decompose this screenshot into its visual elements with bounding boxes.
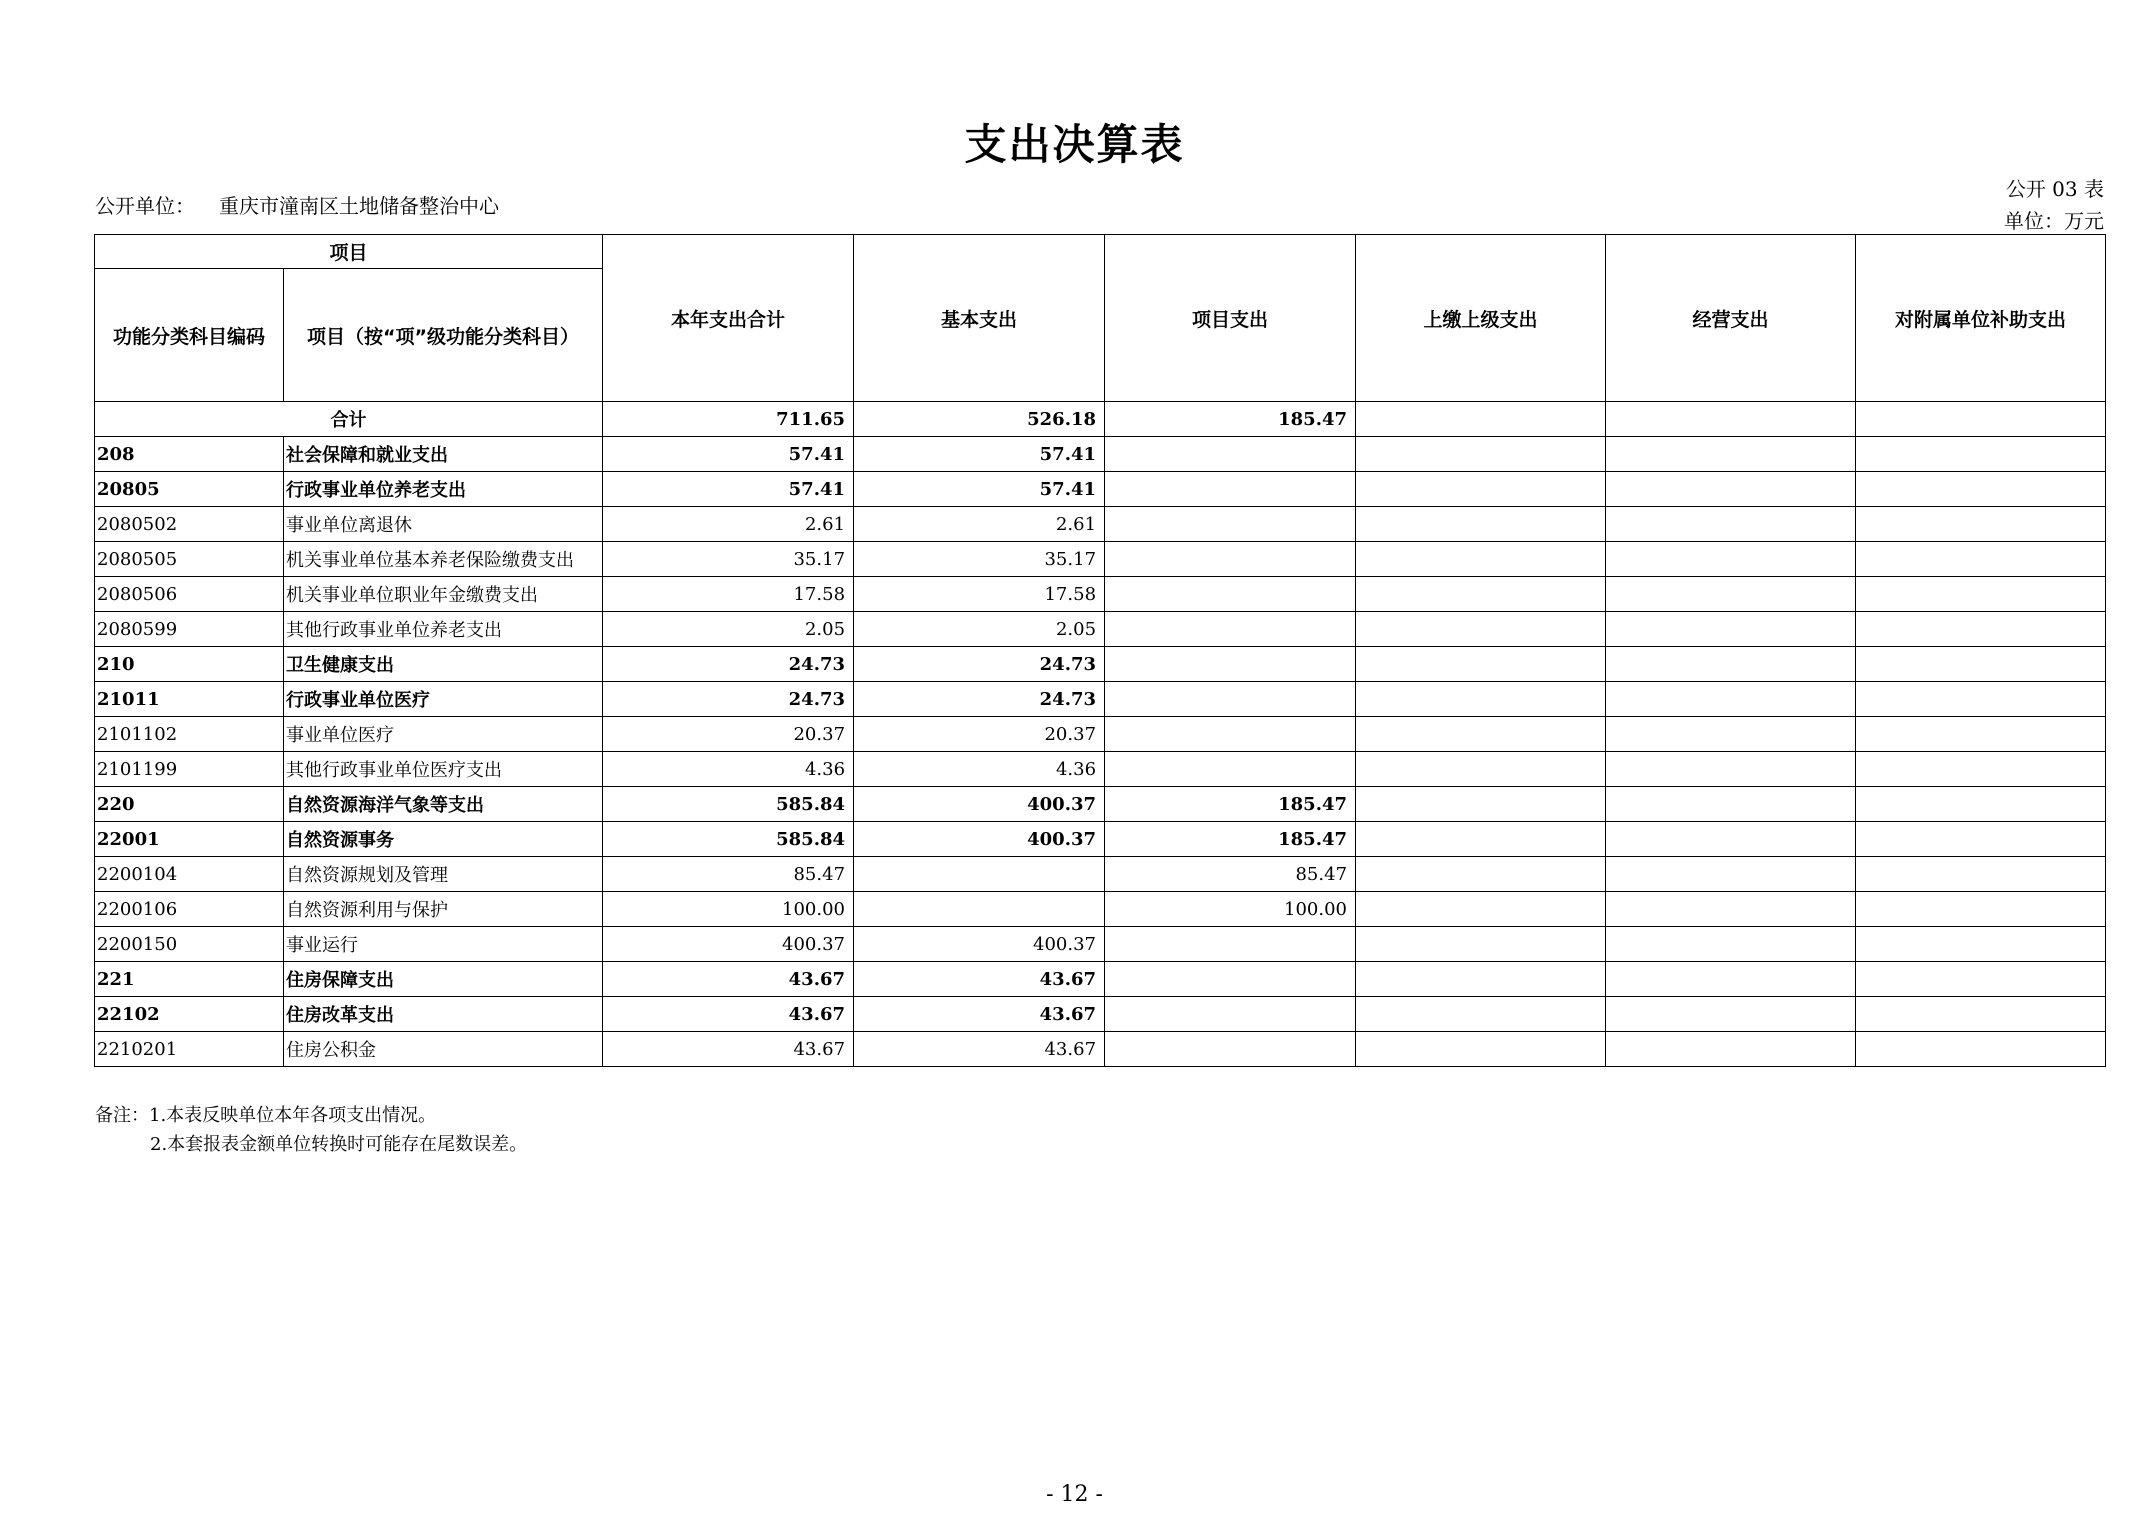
row-upper bbox=[1356, 612, 1606, 647]
row-upper bbox=[1356, 437, 1606, 472]
row-total: 35.17 bbox=[603, 542, 854, 577]
row-business bbox=[1606, 1032, 1856, 1067]
row-project bbox=[1105, 472, 1356, 507]
table-row bbox=[95, 507, 2106, 542]
table-row bbox=[95, 752, 2106, 787]
row-basic: 400.37 bbox=[854, 787, 1105, 822]
row-project: 185.47 bbox=[1105, 787, 1356, 822]
row-total: 43.67 bbox=[603, 997, 854, 1032]
row-business bbox=[1606, 892, 1856, 927]
row-business bbox=[1606, 822, 1856, 857]
row-business bbox=[1606, 752, 1856, 787]
row-code: 22102 bbox=[95, 997, 284, 1032]
header-basic: 基本支出 bbox=[854, 235, 1105, 402]
row-upper bbox=[1356, 857, 1606, 892]
row-upper bbox=[1356, 962, 1606, 997]
row-project bbox=[1105, 542, 1356, 577]
note-2: 2.本套报表金额单位转换时可能存在尾数误差。 bbox=[150, 1134, 528, 1155]
table-row bbox=[95, 787, 2106, 822]
table-row bbox=[95, 647, 2106, 682]
row-subsidy bbox=[1856, 962, 2106, 997]
row-basic: 2.05 bbox=[854, 612, 1105, 647]
row-basic: 24.73 bbox=[854, 682, 1105, 717]
row-project bbox=[1105, 577, 1356, 612]
money-unit: 单位：万元 bbox=[2004, 209, 2104, 233]
table-row bbox=[95, 542, 2106, 577]
header-total: 本年支出合计 bbox=[603, 235, 854, 402]
row-name: 事业单位医疗 bbox=[284, 717, 603, 752]
row-business bbox=[1606, 857, 1856, 892]
row-upper bbox=[1356, 787, 1606, 822]
row-basic: 400.37 bbox=[854, 927, 1105, 962]
row-upper bbox=[1356, 472, 1606, 507]
total-label: 合计 bbox=[95, 402, 603, 437]
row-project bbox=[1105, 752, 1356, 787]
row-total: 17.58 bbox=[603, 577, 854, 612]
row-name: 事业单位离退休 bbox=[284, 507, 603, 542]
row-total: 400.37 bbox=[603, 927, 854, 962]
row-project bbox=[1105, 997, 1356, 1032]
table-row bbox=[95, 857, 2106, 892]
row-code: 2080502 bbox=[95, 507, 284, 542]
row-business bbox=[1606, 787, 1856, 822]
row-name: 卫生健康支出 bbox=[284, 647, 603, 682]
row-total: 43.67 bbox=[603, 1032, 854, 1067]
row-subsidy bbox=[1856, 717, 2106, 752]
row-upper bbox=[1356, 647, 1606, 682]
row-project bbox=[1105, 717, 1356, 752]
row-total: 43.67 bbox=[603, 962, 854, 997]
row-code: 2080506 bbox=[95, 577, 284, 612]
row-subsidy bbox=[1856, 507, 2106, 542]
row-code: 21011 bbox=[95, 682, 284, 717]
row-subsidy bbox=[1856, 682, 2106, 717]
header-upper: 上缴上级支出 bbox=[1356, 235, 1606, 402]
total-subsidy bbox=[1856, 402, 2106, 437]
row-subsidy bbox=[1856, 542, 2106, 577]
row-business bbox=[1606, 437, 1856, 472]
row-business bbox=[1606, 647, 1856, 682]
row-total: 2.61 bbox=[603, 507, 854, 542]
header-subsidy: 对附属单位补助支出 bbox=[1856, 235, 2106, 402]
row-upper bbox=[1356, 682, 1606, 717]
row-code: 20805 bbox=[95, 472, 284, 507]
table-row bbox=[95, 962, 2106, 997]
row-total: 24.73 bbox=[603, 682, 854, 717]
row-project: 100.00 bbox=[1105, 892, 1356, 927]
row-upper bbox=[1356, 577, 1606, 612]
row-code: 2210201 bbox=[95, 1032, 284, 1067]
row-name: 住房公积金 bbox=[284, 1032, 603, 1067]
table-row bbox=[95, 577, 2106, 612]
total-amount: 711.65 bbox=[603, 402, 854, 437]
row-basic bbox=[854, 892, 1105, 927]
row-business bbox=[1606, 542, 1856, 577]
row-project bbox=[1105, 507, 1356, 542]
row-subsidy bbox=[1856, 927, 2106, 962]
total-upper bbox=[1356, 402, 1606, 437]
row-project bbox=[1105, 962, 1356, 997]
row-project: 85.47 bbox=[1105, 857, 1356, 892]
row-basic: 43.67 bbox=[854, 962, 1105, 997]
row-project bbox=[1105, 437, 1356, 472]
header-business: 经营支出 bbox=[1606, 235, 1856, 402]
row-project: 185.47 bbox=[1105, 822, 1356, 857]
row-subsidy bbox=[1856, 997, 2106, 1032]
unit-label: 公开单位： bbox=[95, 194, 195, 218]
row-name: 事业运行 bbox=[284, 927, 603, 962]
row-code: 210 bbox=[95, 647, 284, 682]
table-row bbox=[95, 682, 2106, 717]
row-total: 585.84 bbox=[603, 822, 854, 857]
table-row bbox=[95, 437, 2106, 472]
table-row bbox=[95, 927, 2106, 962]
table-row bbox=[95, 472, 2106, 507]
row-total: 2.05 bbox=[603, 612, 854, 647]
row-basic: 24.73 bbox=[854, 647, 1105, 682]
total-business bbox=[1606, 402, 1856, 437]
total-row bbox=[95, 402, 2106, 437]
row-name: 自然资源规划及管理 bbox=[284, 857, 603, 892]
row-name: 其他行政事业单位医疗支出 bbox=[284, 752, 603, 787]
row-subsidy bbox=[1856, 787, 2106, 822]
reporting-unit bbox=[95, 190, 499, 219]
row-upper bbox=[1356, 997, 1606, 1032]
table-row bbox=[95, 612, 2106, 647]
row-business bbox=[1606, 507, 1856, 542]
row-total: 24.73 bbox=[603, 647, 854, 682]
table-row bbox=[95, 717, 2106, 752]
row-code: 2200104 bbox=[95, 857, 284, 892]
header-project-expense: 项目支出 bbox=[1105, 235, 1356, 402]
row-code: 208 bbox=[95, 437, 284, 472]
row-total: 57.41 bbox=[603, 472, 854, 507]
table-row bbox=[95, 892, 2106, 927]
row-basic: 43.67 bbox=[854, 1032, 1105, 1067]
row-subsidy bbox=[1856, 892, 2106, 927]
row-basic: 43.67 bbox=[854, 997, 1105, 1032]
notes bbox=[95, 1101, 527, 1159]
row-name: 行政事业单位养老支出 bbox=[284, 472, 603, 507]
table-row bbox=[95, 822, 2106, 857]
row-code: 221 bbox=[95, 962, 284, 997]
row-basic: 20.37 bbox=[854, 717, 1105, 752]
row-basic: 57.41 bbox=[854, 437, 1105, 472]
row-upper bbox=[1356, 822, 1606, 857]
row-project bbox=[1105, 612, 1356, 647]
row-total: 20.37 bbox=[603, 717, 854, 752]
row-upper bbox=[1356, 752, 1606, 787]
row-business bbox=[1606, 577, 1856, 612]
row-code: 22001 bbox=[95, 822, 284, 857]
row-subsidy bbox=[1856, 822, 2106, 857]
row-business bbox=[1606, 997, 1856, 1032]
note-1: 备注：1.本表反映单位本年各项支出情况。 bbox=[95, 1105, 437, 1126]
expenditure-table bbox=[94, 234, 2106, 1067]
row-name: 住房改革支出 bbox=[284, 997, 603, 1032]
row-code: 2101102 bbox=[95, 717, 284, 752]
row-subsidy bbox=[1856, 577, 2106, 612]
row-subsidy bbox=[1856, 437, 2106, 472]
row-code: 2080599 bbox=[95, 612, 284, 647]
table-number: 公开 03 表 bbox=[2005, 177, 2104, 201]
row-project bbox=[1105, 647, 1356, 682]
row-upper bbox=[1356, 542, 1606, 577]
row-name: 自然资源事务 bbox=[284, 822, 603, 857]
header-code: 功能分类科目编码 bbox=[95, 269, 284, 402]
row-subsidy bbox=[1856, 752, 2106, 787]
row-business bbox=[1606, 717, 1856, 752]
row-upper bbox=[1356, 507, 1606, 542]
total-basic: 526.18 bbox=[854, 402, 1105, 437]
total-project: 185.47 bbox=[1105, 402, 1356, 437]
row-subsidy bbox=[1856, 1032, 2106, 1067]
row-business bbox=[1606, 962, 1856, 997]
header-name: 项目（按“项”级功能分类科目） bbox=[284, 269, 603, 402]
row-total: 100.00 bbox=[603, 892, 854, 927]
page-number: - 12 - bbox=[1046, 1482, 1103, 1507]
row-upper bbox=[1356, 717, 1606, 752]
row-name: 其他行政事业单位养老支出 bbox=[284, 612, 603, 647]
row-code: 2080505 bbox=[95, 542, 284, 577]
row-basic: 17.58 bbox=[854, 577, 1105, 612]
row-name: 机关事业单位基本养老保险缴费支出 bbox=[284, 542, 603, 577]
table-row bbox=[95, 1032, 2106, 1067]
row-upper bbox=[1356, 927, 1606, 962]
row-project bbox=[1105, 927, 1356, 962]
row-project bbox=[1105, 1032, 1356, 1067]
page-title: 支出决算表 bbox=[964, 120, 1185, 169]
row-upper bbox=[1356, 892, 1606, 927]
unit-name: 重庆市潼南区土地储备整治中心 bbox=[219, 194, 499, 218]
row-basic: 35.17 bbox=[854, 542, 1105, 577]
row-subsidy bbox=[1856, 857, 2106, 892]
row-business bbox=[1606, 472, 1856, 507]
header-project: 项目 bbox=[95, 235, 603, 269]
row-name: 自然资源海洋气象等支出 bbox=[284, 787, 603, 822]
row-code: 2101199 bbox=[95, 752, 284, 787]
row-basic: 2.61 bbox=[854, 507, 1105, 542]
row-basic bbox=[854, 857, 1105, 892]
row-name: 机关事业单位职业年金缴费支出 bbox=[284, 577, 603, 612]
row-name: 社会保障和就业支出 bbox=[284, 437, 603, 472]
row-total: 585.84 bbox=[603, 787, 854, 822]
table-row bbox=[95, 997, 2106, 1032]
row-total: 4.36 bbox=[603, 752, 854, 787]
row-name: 行政事业单位医疗 bbox=[284, 682, 603, 717]
row-code: 2200150 bbox=[95, 927, 284, 962]
row-code: 220 bbox=[95, 787, 284, 822]
row-total: 85.47 bbox=[603, 857, 854, 892]
row-business bbox=[1606, 612, 1856, 647]
row-upper bbox=[1356, 1032, 1606, 1067]
row-subsidy bbox=[1856, 472, 2106, 507]
row-basic: 4.36 bbox=[854, 752, 1105, 787]
row-total: 57.41 bbox=[603, 437, 854, 472]
row-subsidy bbox=[1856, 612, 2106, 647]
row-name: 自然资源利用与保护 bbox=[284, 892, 603, 927]
row-basic: 57.41 bbox=[854, 472, 1105, 507]
row-basic: 400.37 bbox=[854, 822, 1105, 857]
row-code: 2200106 bbox=[95, 892, 284, 927]
row-project bbox=[1105, 682, 1356, 717]
row-business bbox=[1606, 682, 1856, 717]
row-subsidy bbox=[1856, 647, 2106, 682]
row-name: 住房保障支出 bbox=[284, 962, 603, 997]
row-business bbox=[1606, 927, 1856, 962]
